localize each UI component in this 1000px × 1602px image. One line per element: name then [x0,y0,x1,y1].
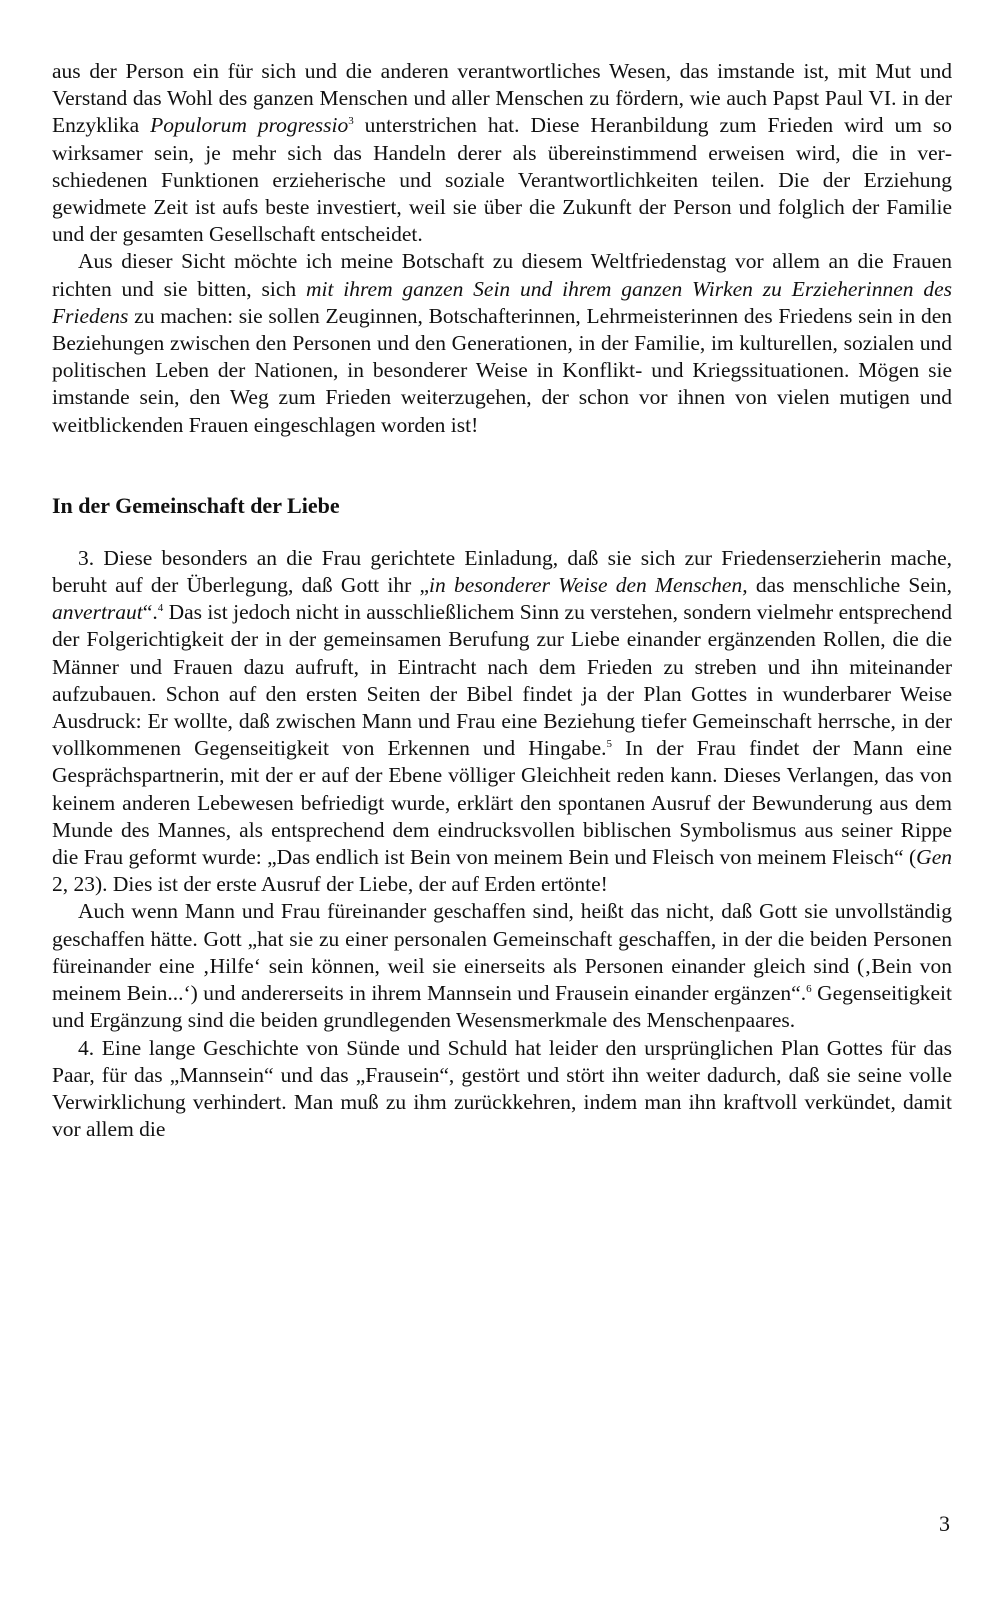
encyclical-title: Populorum progressio [150,113,349,138]
footnote-ref: 6 [806,982,812,995]
text-run: 3. Diese besonders an die Frau gerichtete Einladung, daß sie sich zur Friedenserzieherin mache, beruht auf der Überlegung, daß Gott ihr „ [52,545,952,598]
text-run: Das ist jedoch nicht in ausschließlichem Sinn zu verstehen, sondern vielmehr entsprechend der Folgerichtigkeit der in der gemeinsamen Berufung zur Liebe einander ergänzenden Rollen, die die Männer und Frauen dazu aufruft, in Eintracht nach dem Frieden zu streben und ihn miteinander aufzubauen. Schon auf den ersten Seiten der Bibel findet ja der Plan Gottes in wunderbarer Weise Ausdruck: Er wollte, daß zwischen Mann und Frau eine Beziehung tiefer Gemeinschaft herrsche, in der vollkommenen Gegenseitigkeit von Erkennen und Hingabe. [52,600,952,761]
text-run: aus der Person ein für sich und die anderen verantwortliches Wesen, das imstande ist, mit Mut und Verstand das Wohl des ganzen Menschen und aller Menschen zu fördern, wie auch Papst Paul VI. in der Enzyklika [52,59,952,138]
text-run: Gegenseitigkeit und Ergänzung sind die beiden grundlegenden Wesensmerkmale des Menschenpaares. [52,981,953,1033]
emphasis-text: in besonderer Weise den Menschen, [429,573,748,598]
paragraph-section-4 [52,1035,952,1144]
footnote-ref: 4 [157,602,164,615]
document-page [52,58,952,1143]
text-run: unterstrichen hat. Diese Heranbildung zum Frieden wird um so wirksamer sein, je mehr sich das Handeln derer als übereinstimmend erweisen wird, die in verschiedenen Funktionen erzieherische und soziale Verantwortlichkeiten teilen. Die der Erziehung gewidmete Zeit ist aufs beste investiert, weil sie über die Zukunft der Person und folglich der Familie und der gesamten Gesellschaft entscheidet. [52,113,952,247]
text-run: “. [142,600,158,625]
emphasis-text: anvertraut [52,600,143,625]
text-run: 4. Eine lange Geschichte von Sünde und Schuld hat leider den ursprünglichen Plan Gottes für das Paar, für das „Mannsein“ und das „Frausein“, gestört und stört ihn weiter dadurch, daß sie seine volle Verwirklichung verhindert. Man muß zu ihm zurückkehren, indem man ihn kraftvoll verkündet, damit vor allem die [52,1035,952,1142]
text-run: In der Frau findet der Mann eine Gesprächspartnerin, mit der er auf der Ebene völliger Gleichheit reden kann. Dieses Verlangen, das von keinem anderen Lebewesen befriedigt wurde, erklärt den spontanen Ausruf der Bewunderung aus dem Munde des Mannes, als entsprechend dem eindrucksvollen biblischen Symbolismus aus seiner Rippe die Frau geformt wurde: „Das endlich ist Bein von meinem Bein und Fleisch von meinem Fleisch“ ( [52,736,953,870]
paragraph-women-message [52,248,952,438]
footnote-ref: 5 [606,738,612,751]
text-run: 2, 23). Dies ist der erste Ausruf der Liebe, der auf Erden ertönte! [52,872,608,897]
text-run: Auch wenn Mann und Frau füreinander geschaffen sind, heißt das nicht, daß Gott sie unvollständig geschaffen hätte. Gott „hat sie zu einer personalen Gemeinschaft geschaffen, in der die beiden Personen füreinander eine ‚Hilfe‘ sein können, weil sie einerseits als Personen einander gleich sind (‚Bein von meinem Bein...‘) und andererseits in ihrem Mannsein und Frausein einander ergänzen“. [52,899,952,1006]
emphasis-text: mit ihrem ganzen Sein und ihrem ganzen Wirken zu Erzieherinnen des Friedens [52,276,952,328]
paragraph-mutuality [52,898,952,1034]
text-run: das menschliche Sein, [747,573,952,598]
footnote-ref: 3 [348,115,354,128]
section-heading: In der Gemeinschaft der Liebe [52,492,340,518]
paragraph-continuation [52,58,952,248]
text-run: zu machen: sie sollen Zeuginnen, Botschafterinnen, Lehrmeisterinnen des Friedens sein in den Beziehungen zwischen den Personen und den Generationen, in der Familie, im kulturellen, sozialen und politischen Leben der Nationen, in besonderer Weise in Konflikt- und Kriegssituationen. Mögen sie imstande sein, den Weg zum Frieden weiterzugehen, der schon vor ihnen von vielen mutigen und weitblickenden Frauen eingeschlagen worden ist! [52,303,952,437]
text-run: Aus dieser Sicht möchte ich meine Botschaft zu diesem Weltfriedenstag vor allem an die Frauen richten und sie bitten, sich [52,249,952,301]
bible-reference: Gen [916,845,952,870]
page-number: 3 [939,1511,950,1536]
paragraph-section-3 [52,545,952,899]
